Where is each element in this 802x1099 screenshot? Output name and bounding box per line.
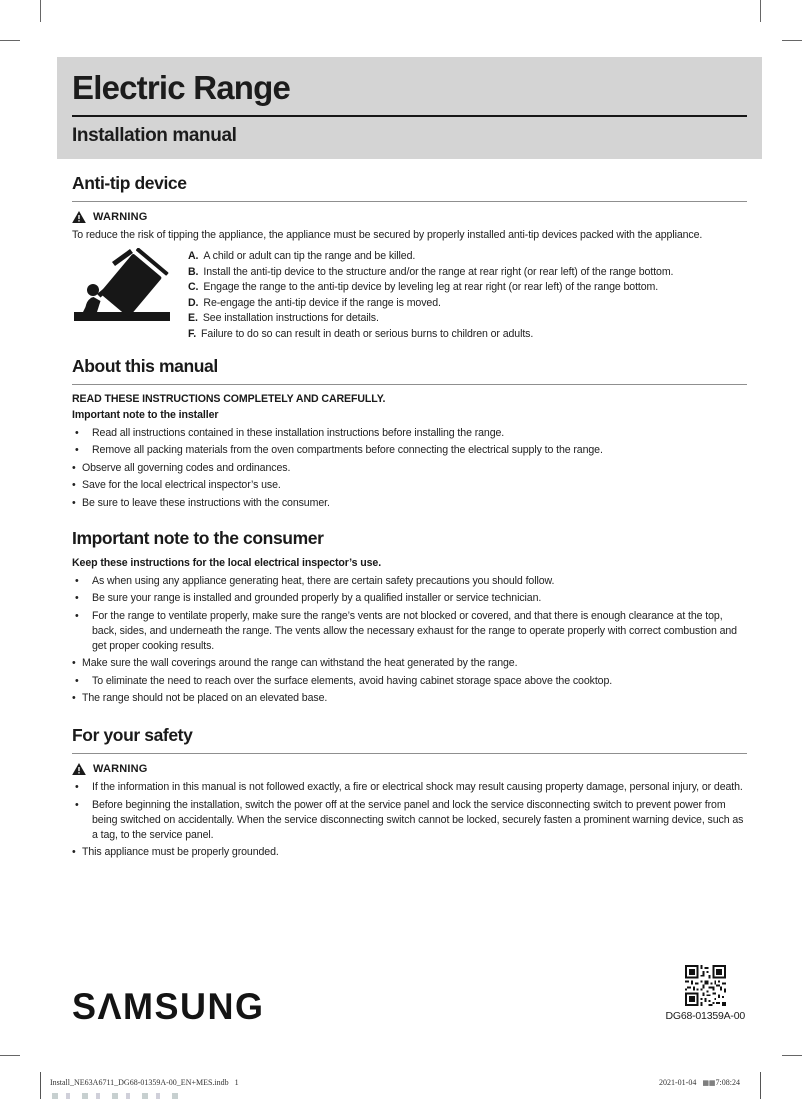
bullet-item: [72, 845, 747, 860]
bullet-text: • Be sure to leave these instructions with the consumer.: [82, 496, 330, 509]
qr-code: [685, 965, 726, 1006]
bullet-text: • This appliance must be properly grounded.: [82, 846, 279, 859]
bullet-item: [72, 443, 747, 458]
keep-notice: Keep these instructions for the local electrical inspector’s use.: [72, 556, 382, 569]
bullet-text: • Observe all governing codes and ordinances.: [82, 461, 291, 474]
bullet-text: • If the information in this manual is not followed exactly, a fire or electrical shock may result causing property damage, personal injury, or death.: [92, 781, 743, 794]
section-heading: Anti-tip device: [72, 172, 187, 193]
page-content: [57, 57, 762, 863]
bullet-text: • Be sure your range is installed and grounded properly by a qualified installer or service technician.: [92, 592, 542, 605]
bullet-text: • The range should not be placed on an elevated base.: [82, 692, 328, 705]
step-text: Failure to do so can result in death or serious burns to children or adults.: [201, 327, 534, 340]
bullet-text: • To eliminate the need to reach over the surface elements, avoid having cabinet storage space above the cooktop.: [92, 674, 613, 687]
crop-mark-top-left-v: [40, 0, 41, 22]
anti-tip-steps: [188, 249, 747, 342]
step-letter: C.: [188, 281, 199, 294]
bullet-text: • As when using any appliance generating heat, there are certain safety precautions you should follow.: [92, 574, 555, 587]
installer-note-title: Important note to the installer: [72, 408, 219, 421]
bullet-item: [72, 798, 747, 843]
anti-tip-step: [188, 327, 747, 343]
anti-tip-step: [188, 311, 747, 327]
print-footer-time: 7:08:24: [715, 1078, 740, 1087]
crop-mark-top-left-h: [0, 40, 20, 41]
warning-label: WARNING: [93, 763, 148, 776]
step-text: Engage the range to the anti-tip device by leveling leg at rear right (or rear left) of the range bottom.: [203, 281, 659, 294]
step-text: See installation instructions for details.: [202, 312, 379, 325]
page-subtitle: Installation manual: [72, 124, 237, 146]
section-rule: [72, 384, 747, 385]
section-consumer-note: [57, 528, 762, 707]
anti-tip-step: [188, 296, 747, 312]
bullet-text: • Before beginning the installation, switch the power off at the service panel and lock the service disconnecting switch to prevent power from being switched on accidentally. When the service disconnecting switch cannot be locked, securely fasten a prominent warning device, such as a tag, to the service panel.: [92, 798, 744, 841]
crop-mark-bottom-right-h: [782, 1055, 802, 1056]
crop-mark-bottom-right-v: [760, 1072, 761, 1099]
bullet-text: • Read all instructions contained in these installation instructions before installing the range.: [92, 426, 505, 439]
anti-tip-row: [72, 248, 747, 342]
bullet-item: [72, 691, 747, 706]
step-text: A child or adult can tip the range and be killed.: [203, 249, 416, 262]
brand-area: [57, 963, 762, 1035]
crop-mark-bottom-left-v: [40, 1072, 41, 1099]
bullet-item: [72, 656, 747, 671]
consumer-bullet-list: [72, 574, 747, 707]
title-divider: [72, 115, 747, 117]
step-letter: E.: [188, 312, 198, 325]
bullet-item: [72, 609, 747, 654]
section-for-your-safety: [57, 725, 762, 860]
anti-tip-step: [188, 265, 747, 281]
warning-row: [72, 211, 747, 223]
section-heading: Important note to the consumer: [72, 527, 324, 548]
anti-tip-step: [188, 249, 747, 265]
step-text: Install the anti-tip device to the structure and/or the range at rear right (or rear left) of the range bottom.: [203, 265, 674, 278]
bullet-item: [72, 674, 747, 689]
section-anti-tip-device: [57, 173, 762, 342]
samsung-logo: SΛMSUNG: [72, 985, 265, 1027]
bullet-text: • Make sure the wall coverings around the range can withstand the heat generated by the range.: [82, 657, 518, 670]
read-notice: READ THESE INSTRUCTIONS COMPLETELY AND CAREFULLY.: [72, 393, 386, 406]
bullet-item: [72, 780, 747, 795]
crop-mark-bottom-left-h: [0, 1055, 20, 1056]
doc-number: DG68-01359A-00: [665, 1010, 745, 1022]
tipping-range-pictogram-icon: [72, 248, 172, 322]
installer-bullet-list: [72, 426, 747, 511]
step-letter: A.: [188, 249, 199, 262]
print-registration-marks: [52, 1093, 182, 1099]
step-text: Re-engage the anti-tip device if the range is moved.: [203, 296, 441, 309]
warning-label: WARNING: [93, 210, 148, 223]
bullet-item: [72, 496, 747, 511]
warning-row: [72, 763, 747, 775]
print-footer-date: 2021-01-04: [658, 1078, 703, 1087]
print-footer-timestamp: [659, 1078, 740, 1087]
section-rule: [72, 753, 747, 754]
section-about-this-manual: [57, 356, 762, 510]
bullet-item: [72, 426, 747, 441]
warning-triangle-icon: [72, 763, 86, 775]
step-letter: D.: [188, 296, 199, 309]
header-banner: [57, 57, 762, 159]
print-footer-filename: Install_NE63A6711_DG68-01359A-00_EN+MES.indb 1: [50, 1078, 239, 1087]
bullet-text: • For the range to ventilate properly, make sure the range’s vents are not blocked or covered, and that there is enough clearance at the top, back, sides, and underneath the range. The vents allow the necessary exhaust for the range to operate properly with correct combustion and get proper cooking results.: [92, 609, 737, 652]
section-rule: [72, 201, 747, 202]
crop-mark-top-right-v: [760, 0, 761, 22]
section-heading: For your safety: [72, 725, 193, 746]
bullet-item: [72, 574, 747, 589]
anti-tip-step: [188, 280, 747, 296]
section-heading: About this manual: [72, 356, 218, 377]
safety-bullet-list: [72, 780, 747, 860]
bullet-item: [72, 478, 747, 493]
page-title: Electric Range: [72, 69, 291, 106]
qr-block: [665, 965, 745, 1022]
step-letter: B.: [188, 265, 199, 278]
bullet-text: • Remove all packing materials from the oven compartments before connecting the electrical supply to the range.: [92, 444, 603, 457]
missing-glyph-boxes: ▦▦: [702, 1079, 716, 1087]
warning-triangle-icon: [72, 211, 86, 223]
step-letter: F.: [188, 327, 197, 340]
bullet-item: [72, 461, 747, 476]
bullet-item: [72, 591, 747, 606]
crop-mark-top-right-h: [782, 40, 802, 41]
anti-tip-intro: To reduce the risk of tipping the appliance, the appliance must be secured by properly installed anti-tip devices packed with the appliance.: [72, 228, 703, 241]
bullet-text: • Save for the local electrical inspector’s use.: [82, 479, 281, 492]
